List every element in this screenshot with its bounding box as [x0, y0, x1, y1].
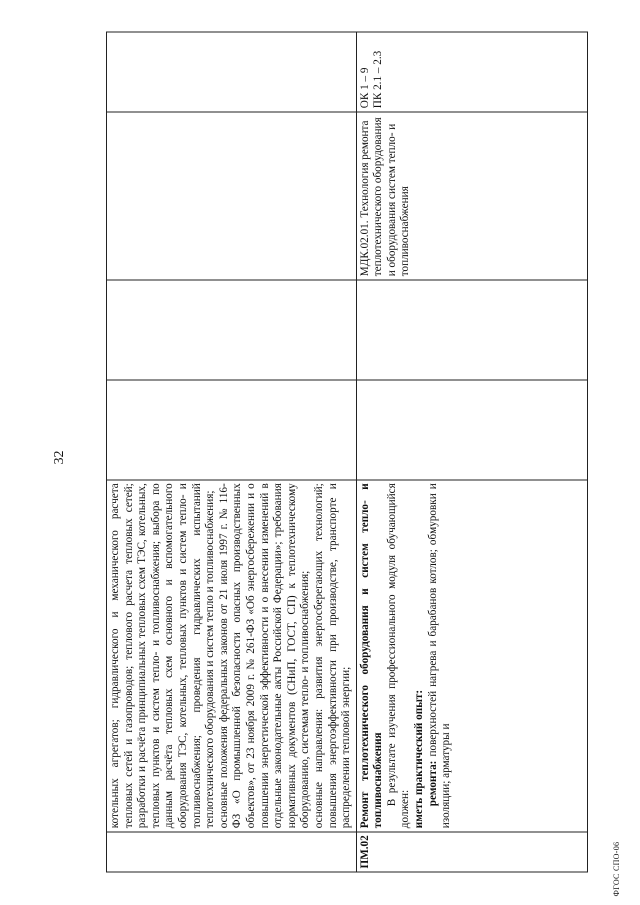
table-row — [107, 32, 357, 872]
content-paragraph: основные положения федеральных законов от 21 июля 1997 г. № 116-ФЗ «О промышленной безопасности опасных производственных объектов», от 23 ноября 2009 г. № 261-ФЗ «Об энергосбережении и о повышении энергетической эффективности и о внесении изменений в отдельные законодательные акты Российской Федерации»; требования нормативных документов (СНиП, ГОСТ, СП) к теплотехническому оборудованию, системам тепло- и топливоснабжения; — [217, 483, 312, 829]
general-competencies: ОК 1 – 9 — [358, 67, 371, 109]
practice-label: иметь практический опыт: — [413, 689, 426, 829]
mdk-cell: МДК.02.01. Технология ремонта теплотехнического оборудования и оборудования систем тепло- и топливоснабжения — [356, 112, 587, 280]
module-code-cell — [356, 832, 587, 872]
competencies-cell — [356, 32, 587, 112]
module-intro: В результате изучения профессионального модуля обучающийся должен: — [385, 483, 412, 829]
curriculum-table — [106, 31, 588, 872]
module-code-cell — [107, 832, 357, 872]
practice-text: поверхностей нагрева и барабанов котлов; обмуровки и изоляции; арматуры и — [426, 483, 453, 829]
hours-cell — [107, 380, 357, 480]
mdk-cell — [107, 112, 357, 280]
footer-code: ФГОС СПО-06 — [612, 841, 621, 897]
module-content-cell — [356, 480, 587, 832]
module-code: ПМ.02 — [358, 835, 371, 869]
content-paragraph: котельных агрегатов; гидравлического и механического расчета тепловых сетей и газопроводов; теплового расчета тепловых сетей; разработки и расчёта принципиальных тепловых схем ТЭС, котельных, тепловых пунктов и систем тепло- и топливоснабжения; выбора по данным расчёта тепловых схем основного и вспомогательного оборудования ТЭС, котельных, тепловых пунктов и систем тепло- и топливоснабжения; проведения гидравлических испытаний теплотехнического оборудования и систем тепло и топливоснабжения; — [109, 483, 217, 829]
practice-text-bold: ремонта: — [426, 760, 439, 807]
professional-competencies: ПК 2.1 – 2.3 — [372, 50, 385, 109]
hours-cell — [356, 280, 587, 380]
page-number: 32 — [52, 450, 67, 465]
module-title: Ремонт теплотехнического оборудования и систем тепло- и топливоснабжения — [358, 483, 385, 829]
content-paragraph: основные направления: развития энергосберегающих технологий; повышения энергоэффективности при производстве, транспорте и распределении тепловой энергии; — [312, 483, 353, 829]
competencies-cell — [107, 32, 357, 112]
module-content-cell — [107, 480, 357, 832]
hours-cell — [107, 280, 357, 380]
table-row — [356, 32, 587, 872]
hours-cell — [356, 380, 587, 480]
